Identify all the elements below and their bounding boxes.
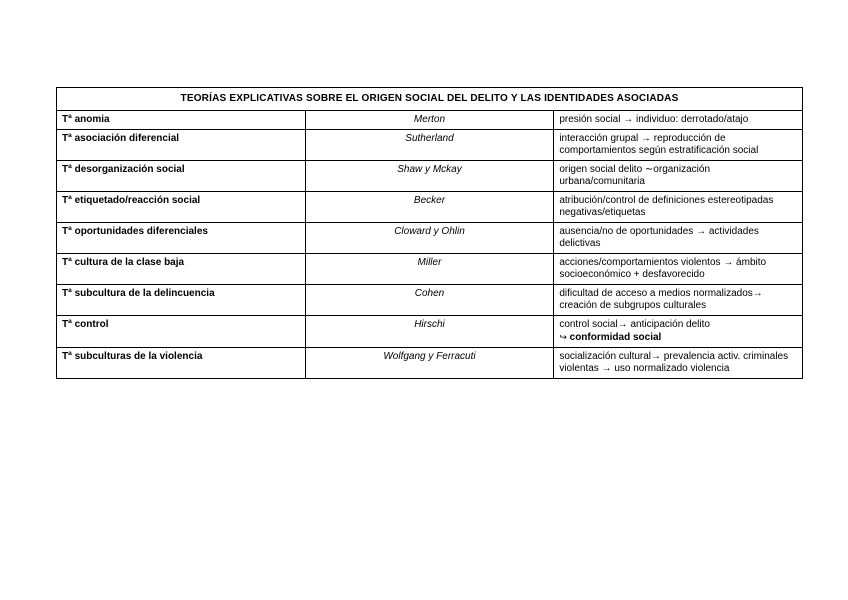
theory-name: Tª asociación diferencial <box>57 130 306 161</box>
theory-author: Hirschi <box>305 316 554 348</box>
theory-author: Wolfgang y Ferracuti <box>305 348 554 379</box>
theory-description: acciones/comportamientos violentos → ámbito socioeconómico + desfavorecido <box>554 254 803 285</box>
table-row <box>57 223 803 254</box>
table-row <box>57 348 803 379</box>
theory-author: Miller <box>305 254 554 285</box>
theory-description: atribución/control de definiciones estereotipadas negativas/etiquetas <box>554 192 803 223</box>
theory-description-bold: conformidad social <box>569 332 662 343</box>
theory-description: ausencia/no de oportunidades → actividades delictivas <box>554 223 803 254</box>
theory-author: Becker <box>305 192 554 223</box>
theory-author: Cloward y Ohlin <box>305 223 554 254</box>
theory-name: Tª control <box>57 316 306 348</box>
theory-description-cell <box>554 316 803 348</box>
table-row <box>57 285 803 316</box>
theory-description: control social→ anticipación delito <box>559 319 710 330</box>
table-row <box>57 192 803 223</box>
hook-arrow-icon: ↪ <box>559 332 567 342</box>
theory-description: presión social → individuo: derrotado/atajo <box>554 111 803 130</box>
theory-name: Tª etiquetado/reacción social <box>57 192 306 223</box>
table-row <box>57 316 803 348</box>
theory-description: interacción grupal → reproducción de comportamientos según estratificación social <box>554 130 803 161</box>
theory-name: Tª cultura de la clase baja <box>57 254 306 285</box>
theory-name: Tª desorganización social <box>57 161 306 192</box>
table-row <box>57 130 803 161</box>
theory-author: Sutherland <box>305 130 554 161</box>
table-header-row <box>57 88 803 111</box>
table-title: TEORÍAS EXPLICATIVAS SOBRE EL ORIGEN SOCIAL DEL DELITO Y LAS IDENTIDADES ASOCIADAS <box>57 88 803 111</box>
theory-name: Tª subculturas de la violencia <box>57 348 306 379</box>
theory-author: Shaw y Mckay <box>305 161 554 192</box>
theory-description-line2 <box>559 331 797 344</box>
table-row <box>57 111 803 130</box>
theory-name: Tª subcultura de la delincuencia <box>57 285 306 316</box>
theory-name: Tª oportunidades diferenciales <box>57 223 306 254</box>
theory-description: dificultad de acceso a medios normalizados→ creación de subgrupos culturales <box>554 285 803 316</box>
theory-author: Merton <box>305 111 554 130</box>
table-row <box>57 161 803 192</box>
theory-author: Cohen <box>305 285 554 316</box>
theories-table <box>56 87 803 379</box>
table-row <box>57 254 803 285</box>
theory-description: origen social delito ∼organización urbana/comunitaria <box>554 161 803 192</box>
theory-description: socialización cultural→ prevalencia activ. criminales violentas → uso normalizado violencia <box>554 348 803 379</box>
theory-name: Tª anomia <box>57 111 306 130</box>
